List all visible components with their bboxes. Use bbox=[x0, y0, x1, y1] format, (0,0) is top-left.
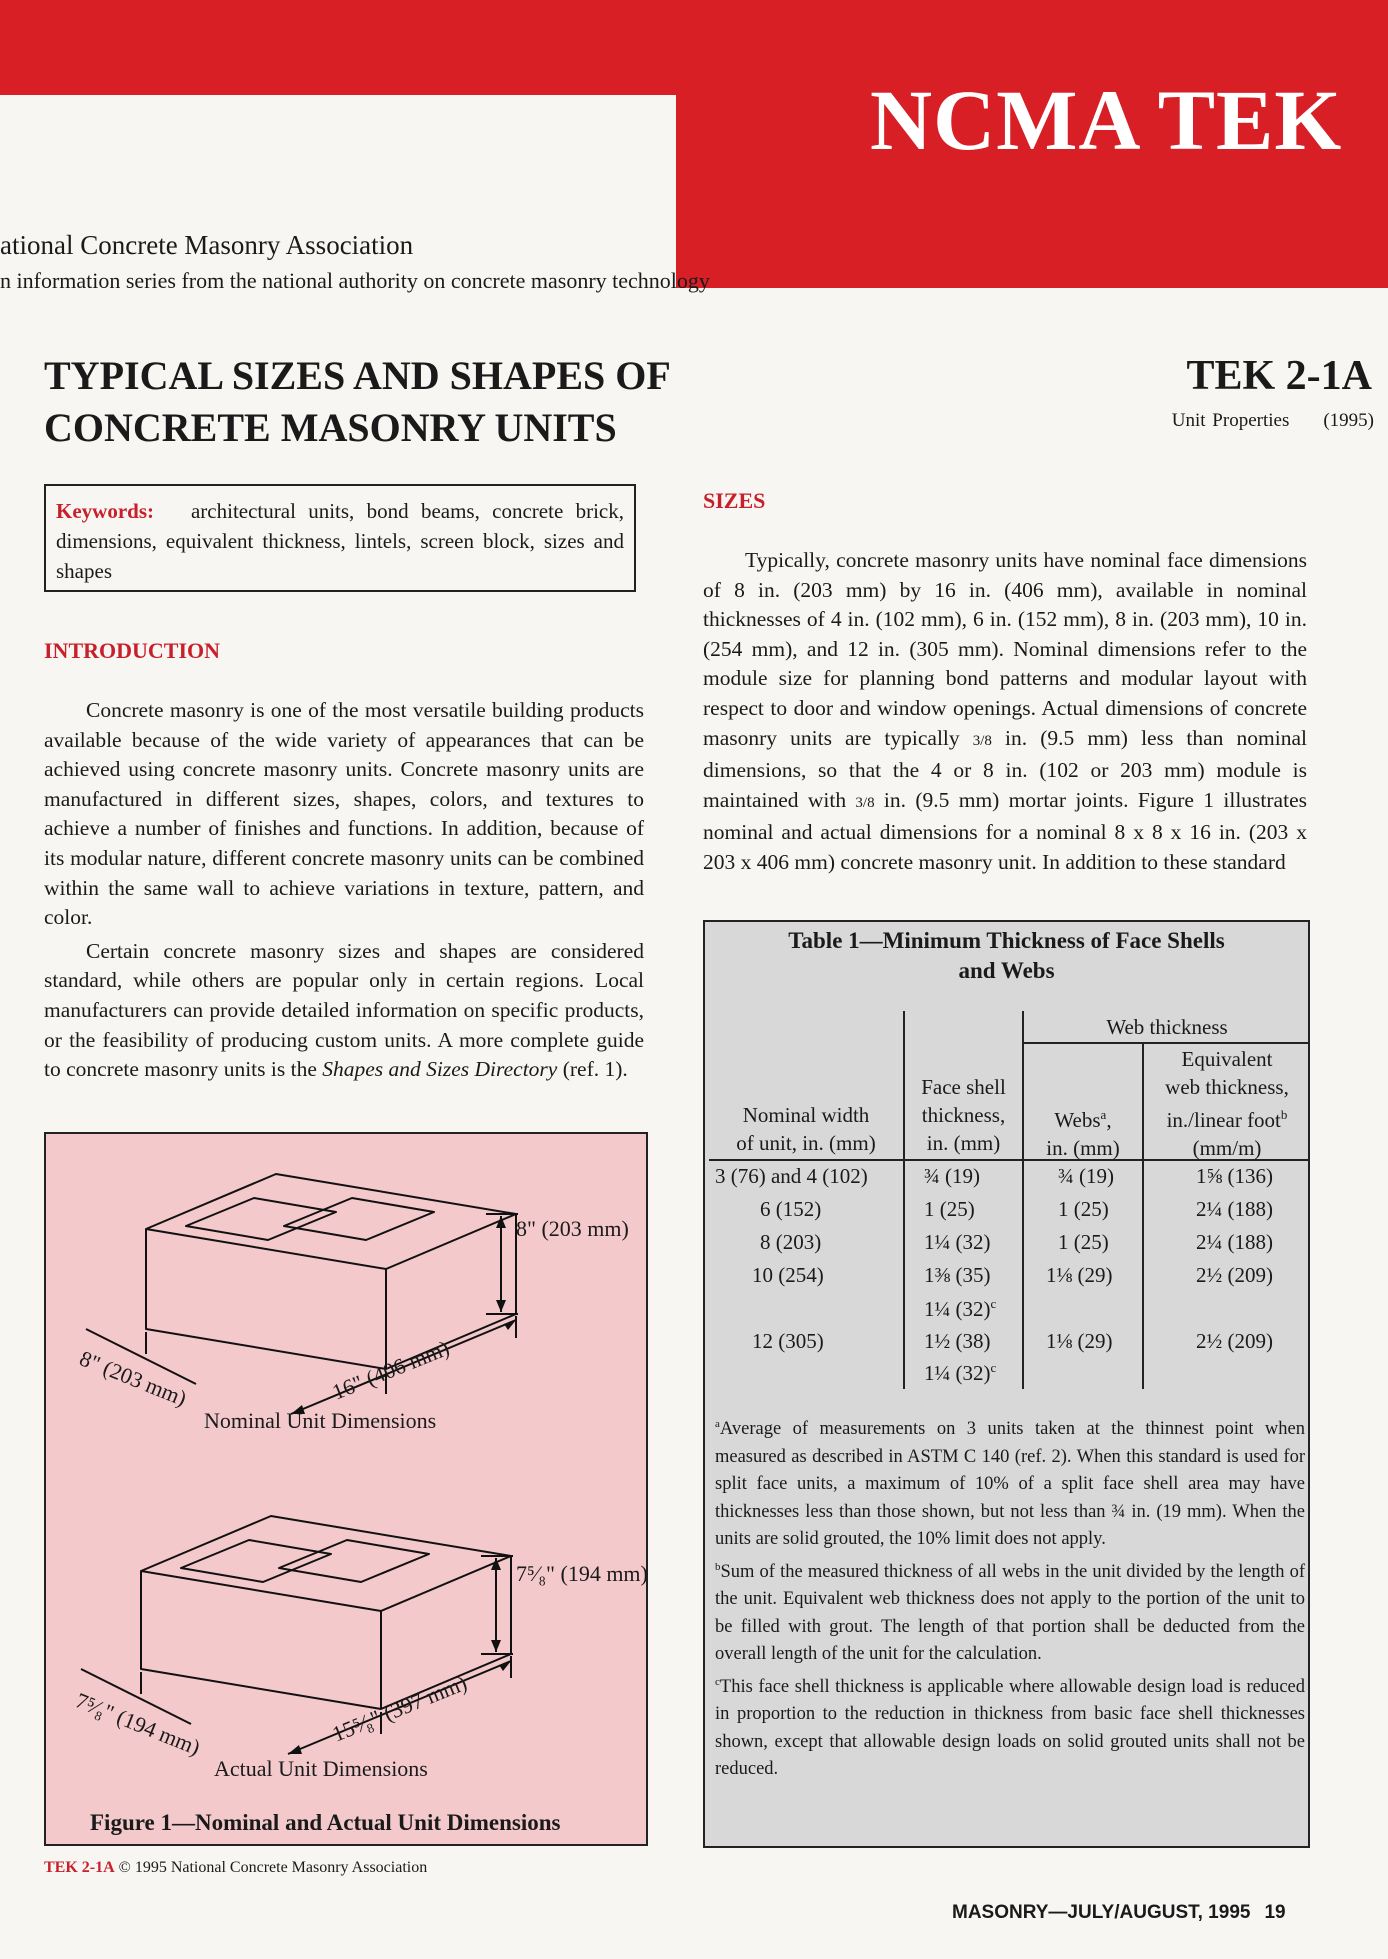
cell-width: 3 (76) and 4 (102) bbox=[715, 1164, 868, 1188]
nominal-core-right bbox=[284, 1198, 434, 1240]
table-note-b bbox=[715, 1554, 1305, 1669]
cell-face: 1 (25) bbox=[924, 1197, 975, 1221]
actual-block-top bbox=[141, 1516, 511, 1611]
nominal-block-top bbox=[146, 1174, 516, 1269]
nominal-dimensions-label: Nominal Unit Dimensions bbox=[204, 1408, 437, 1433]
actual-height-label: 7⁵⁄₈" (194 mm) bbox=[516, 1561, 648, 1586]
fraction-2: 3/8 bbox=[855, 794, 875, 811]
col-webs-comma: , bbox=[1106, 1108, 1112, 1132]
sizes-paragraph bbox=[703, 546, 1307, 878]
magazine-footer bbox=[952, 1902, 1286, 1924]
figure-caption: Figure 1—Nominal and Actual Unit Dimensions bbox=[90, 1810, 561, 1835]
keywords-text: architectural units, bond beams, concrete brick, dimensions, equivalent thickness, lintels, screen block, sizes and shapes bbox=[56, 499, 624, 583]
cell-width: 8 (203) bbox=[760, 1230, 822, 1254]
note-mark-b: b bbox=[1280, 1107, 1288, 1122]
cell-face: 1½ (38) bbox=[924, 1329, 991, 1353]
actual-length-label: 15⁵⁄₈" (397 mm) bbox=[328, 1669, 471, 1747]
cell-equiv: 2¼ (188) bbox=[1196, 1230, 1273, 1254]
col-face-header-2: thickness, bbox=[921, 1103, 1006, 1127]
cell-face-reduced bbox=[924, 1296, 996, 1322]
magazine-issue: MASONRY—JULY/AUGUST, 1995 bbox=[952, 1902, 1251, 1923]
tek-number: TEK 2-1A bbox=[1186, 353, 1372, 399]
nominal-core-left bbox=[186, 1198, 336, 1240]
col-equiv-header-3: in./linear foot bbox=[1166, 1108, 1281, 1132]
page-title bbox=[44, 350, 844, 454]
note-c-mark: c bbox=[715, 1675, 720, 1688]
sizes-text-3: in. (9.5 mm) mortar joints. Figure 1 illustrates nominal and actual dimensions for a nominal 8 x 8 x 16 in. (203 x 203 x 406 mm) concrete masonry unit. In addition to these standard bbox=[703, 787, 1307, 874]
note-mark-a: a bbox=[1100, 1107, 1107, 1122]
sizes-text-2: in. (9.5 mm) less than nominal dimensions, so that the 4 or 8 in. (102 or 203 mm) module is maintained with bbox=[703, 725, 1307, 812]
actual-core-right bbox=[279, 1540, 429, 1582]
footer-copyright: © 1995 National Concrete Masonry Association bbox=[118, 1859, 428, 1876]
nominal-height-label: 8" (203 mm) bbox=[516, 1216, 629, 1241]
cell-equiv: 2½ (209) bbox=[1196, 1329, 1273, 1353]
nominal-width-label: 8" (203 mm) bbox=[76, 1345, 191, 1411]
web-thickness-header: Web thickness bbox=[1106, 1015, 1228, 1039]
note-a-text: Average of measurements on 3 units taken at the thinnest point when measured as described in ASTM C 140 (ref. 2). When this standard is used for split face units, a maximum of 10% of a split face shell area may have thicknesses less than those shown, but not less than ¾ in. (19 mm). When the units are solid grouted, the 10% limit does not apply. bbox=[715, 1419, 1305, 1550]
table-rule bbox=[1022, 1042, 1308, 1044]
actual-dimensions-label: Actual Unit Dimensions bbox=[214, 1756, 428, 1781]
table-title bbox=[705, 926, 1308, 986]
col-equiv-unit: (mm/m) bbox=[1192, 1136, 1262, 1160]
cell-width: 6 (152) bbox=[760, 1197, 822, 1221]
introduction-paragraph-2 bbox=[44, 937, 644, 1085]
col-width-header-1: Nominal width bbox=[742, 1103, 870, 1127]
col-width-header bbox=[712, 1101, 900, 1157]
tek-year: (1995) bbox=[1323, 410, 1374, 431]
nominal-length-label: 16" (406 mm) bbox=[328, 1335, 453, 1405]
keywords-label: Keywords: bbox=[56, 499, 154, 523]
col-face-header-3: in. (mm) bbox=[926, 1131, 1001, 1155]
col-equiv-header-1: Equivalent bbox=[1181, 1047, 1273, 1071]
note-mark-c: c bbox=[990, 1296, 997, 1311]
table-note-c bbox=[715, 1669, 1305, 1784]
table-divider bbox=[1022, 1011, 1024, 1389]
cell-face: 1¼ (32) bbox=[924, 1230, 991, 1254]
cell-face-reduced-value: 1¼ (32) bbox=[924, 1297, 991, 1321]
cell-face-reduced-value: 1¼ (32) bbox=[924, 1361, 991, 1385]
intro-p2-text: Certain concrete masonry sizes and shapes are considered standard, while others are popular only in certain regions. Local manufacturers can provide detailed information on specific products, or the feasibility of producing custom units. A more complete guide to concrete masonry units is the bbox=[44, 938, 644, 1082]
col-width-header-2: of unit, in. (mm) bbox=[736, 1131, 876, 1155]
table-title-line-2: and Webs bbox=[958, 958, 1055, 983]
cell-webs: 1⅛ (29) bbox=[1046, 1329, 1113, 1353]
introduction-paragraph-1: Concrete masonry is one of the most versatile building products available because of the wide variety of appearances that can be achieved using concrete masonry units. Concrete masonry units are manufactured in different sizes, shapes, colors, and textures to achieve a number of finishes and functions. In addition, because of its modular nature, different concrete masonry units can be combined within the same wall to achieve variations in texture, pattern, and color. bbox=[44, 698, 644, 930]
table-title-line-1: Table 1—Minimum Thickness of Face Shells bbox=[788, 928, 1225, 953]
cell-equiv: 2½ (209) bbox=[1196, 1263, 1273, 1287]
sizes-text-1: Typically, concrete masonry units have nominal face dimensions of 8 in. (203 mm) by 16 in. (406 mm), available in nominal thicknesses of 4 in. (102 mm), 6 in. (152 mm), 8 in. (203 mm), 10 in. (254 mm), and 12 in. (305 mm). Nominal dimensions refer to the module size for planning bond patterns and modular layout with respect to door and window openings. Actual dimensions of concrete masonry units are typically bbox=[703, 548, 1307, 750]
cell-face-reduced bbox=[924, 1360, 996, 1386]
fraction-1: 3/8 bbox=[972, 732, 992, 749]
title-line-2: CONCRETE MASONRY UNITS bbox=[44, 405, 617, 450]
brand-logo: NCMA TEK bbox=[870, 72, 1343, 168]
tek-category: Unit Properties bbox=[1171, 410, 1290, 431]
cell-webs: 1 (25) bbox=[1058, 1197, 1109, 1221]
cell-face: 1⅜ (35) bbox=[924, 1263, 991, 1287]
note-mark-c: c bbox=[990, 1360, 997, 1375]
introduction-body bbox=[44, 696, 644, 1085]
intro-p2-ref: (ref. 1). bbox=[557, 1057, 628, 1082]
cell-equiv: 2¼ (188) bbox=[1196, 1197, 1273, 1221]
col-face-header-1: Face shell bbox=[921, 1075, 1006, 1099]
figure-1 bbox=[44, 1132, 648, 1846]
title-line-1: TYPICAL SIZES AND SHAPES OF bbox=[44, 353, 671, 398]
actual-core-left bbox=[181, 1540, 331, 1582]
sizes-heading: SIZES bbox=[703, 488, 766, 513]
keywords-box bbox=[44, 484, 636, 592]
footer-tek-number: TEK 2-1A bbox=[44, 1859, 115, 1876]
note-b-mark: b bbox=[715, 1560, 721, 1573]
table-divider bbox=[903, 1011, 905, 1389]
actual-width-label: 7⁵⁄₈" (194 mm) bbox=[72, 1687, 204, 1761]
directory-reference: Shapes and Sizes Directory bbox=[322, 1057, 558, 1082]
col-webs-header bbox=[1026, 1101, 1140, 1162]
organization-name: ational Concrete Masonry Association bbox=[0, 230, 414, 260]
note-b-text: Sum of the measured thickness of all webs in the unit divided by the length of the unit. Equivalent web thickness does not apply to the portion of the unit to be filled with grout. The length of that portion shall be deducted from the overall length of the unit for the calculation. bbox=[715, 1561, 1305, 1665]
cell-width: 12 (305) bbox=[752, 1329, 824, 1353]
cell-webs: 1 (25) bbox=[1058, 1230, 1109, 1254]
tagline: n information series from the national authority on concrete masonry technology bbox=[0, 268, 710, 293]
table-divider bbox=[1142, 1043, 1144, 1389]
cell-equiv: 1⅝ (136) bbox=[1196, 1164, 1273, 1188]
page-number: 19 bbox=[1264, 1902, 1286, 1923]
col-webs-unit: in. (mm) bbox=[1046, 1136, 1120, 1160]
col-webs-label: Webs bbox=[1054, 1108, 1101, 1132]
note-a-mark: a bbox=[715, 1418, 720, 1430]
cell-width: 10 (254) bbox=[752, 1263, 824, 1287]
block-diagrams bbox=[46, 1134, 650, 1848]
table-notes bbox=[715, 1411, 1305, 1784]
cell-webs: 1⅛ (29) bbox=[1046, 1263, 1113, 1287]
cell-webs: ¾ (19) bbox=[1058, 1164, 1114, 1188]
col-equiv-header bbox=[1146, 1045, 1308, 1162]
col-face-header bbox=[907, 1073, 1020, 1157]
copyright-footer bbox=[44, 1859, 427, 1877]
col-equiv-header-2: web thickness, bbox=[1165, 1075, 1289, 1099]
introduction-heading: INTRODUCTION bbox=[44, 638, 221, 663]
tek-category-line bbox=[1172, 410, 1374, 432]
cell-face: ¾ (19) bbox=[924, 1164, 980, 1188]
note-c-text: This face shell thickness is applicable where allowable design load is reduced in proportion to the reduction in thickness from basic face shell thicknesses shown, except that allowable design loads on solid grouted units shall not be reduced. bbox=[715, 1676, 1305, 1780]
table-note-a bbox=[715, 1411, 1305, 1554]
